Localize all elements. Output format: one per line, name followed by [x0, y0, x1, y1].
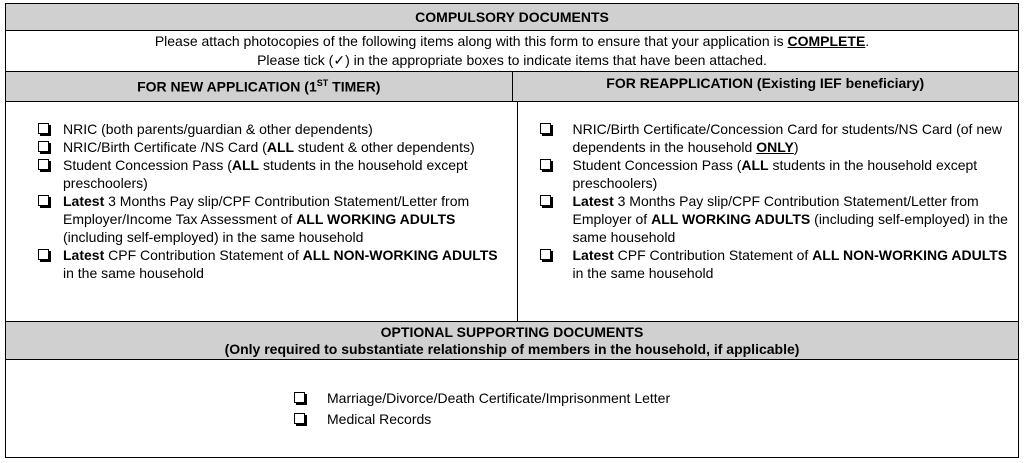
emphasis-text: ALL NON-WORKING ADULTS: [812, 247, 1008, 263]
emphasis-text: Latest: [63, 247, 105, 263]
checklist-item-text: [573, 192, 1009, 246]
emphasis-text: Latest: [63, 193, 105, 209]
emphasis-text: ALL WORKING ADULTS: [296, 211, 456, 227]
item-text: CPF Contribution Statement of: [613, 247, 813, 263]
item-text: (including self-employed) in the same household: [572, 211, 1008, 245]
checklist-item: [540, 120, 1009, 156]
emphasis-text: ALL: [741, 157, 769, 173]
checklist-item: [540, 192, 1009, 246]
checkbox[interactable]: [540, 249, 551, 260]
new-application-header: [6, 72, 513, 101]
item-text: (including self-employed) in the same household: [63, 229, 364, 245]
instruction-text: Please attach photocopies of the following items along with this form to ensure that your application is: [154, 33, 788, 49]
checklist-item: [38, 192, 507, 246]
item-text: NRIC (both parents/guardian & other dependents): [63, 121, 373, 137]
emphasis-text: ONLY: [756, 139, 794, 155]
compulsory-documents-form: [5, 3, 1019, 458]
item-text: Student Concession Pass (: [63, 157, 232, 173]
item-text: 3 Months Pay slip/CPF Contribution Statement/Letter from Employer of: [572, 193, 979, 227]
checklist-item: [38, 138, 507, 156]
checkbox[interactable]: [294, 392, 305, 403]
checklist-item: [38, 246, 507, 282]
checklist-item-text: [63, 246, 507, 282]
column-headers: [6, 72, 1018, 102]
item-text: students in the household except preschoolers): [63, 157, 468, 191]
new-application-header-text: FOR NEW APPLICATION (1: [137, 78, 317, 95]
emphasis-text: ALL: [266, 139, 295, 155]
checklist-item: [540, 156, 1009, 192]
checklist-item-text: [573, 120, 1009, 156]
checkbox[interactable]: [38, 123, 49, 134]
checkbox[interactable]: [540, 195, 551, 206]
checkbox[interactable]: [540, 159, 551, 170]
item-text: Student Concession Pass (: [572, 157, 742, 173]
instruction-line-2: Please tick (✓) in the appropriate boxes to indicate items that have been attached.: [257, 52, 767, 68]
ordinal-suffix: ST: [316, 78, 329, 88]
checklist-item-text: Marriage/Divorce/Death Certificate/Imprisonment Letter: [327, 390, 671, 406]
checklist-item-text: [573, 246, 1009, 282]
item-text: student & other dependents): [294, 139, 475, 155]
item-text: NRIC/Birth Certificate /NS Card (: [63, 139, 267, 155]
item-text: in the same household: [572, 265, 714, 281]
new-application-header-suffix: TIMER): [328, 78, 381, 95]
checklist-item-text: [63, 120, 373, 138]
item-text: ): [793, 139, 799, 155]
checklist-item: [540, 246, 1009, 282]
optional-checklist: [6, 360, 1018, 430]
checkbox[interactable]: [38, 159, 49, 170]
checkbox[interactable]: [294, 413, 305, 424]
instructions: [6, 31, 1018, 72]
checklist-item-text: [573, 156, 1009, 192]
emphasis-text: Latest: [572, 193, 614, 209]
checklist-item: [294, 388, 1018, 409]
checkbox[interactable]: [38, 249, 49, 260]
item-text: 3 Months Pay slip/CPF Contribution Statement/Letter from Employer/Income Tax Assessment of: [63, 193, 470, 227]
checklist-columns: [6, 102, 1018, 322]
emphasis-text: Latest: [572, 247, 614, 263]
optional-documents-header: [6, 322, 1018, 360]
checklist-item-text: [63, 138, 475, 156]
emphasis-text: ALL WORKING ADULTS: [651, 211, 811, 227]
complete-emphasis: COMPLETE: [787, 33, 866, 49]
instruction-line-1: [6, 32, 1018, 51]
checkbox[interactable]: [540, 123, 551, 134]
checklist-item: [294, 409, 1018, 430]
checklist-item: [38, 156, 507, 192]
instruction-period: .: [865, 33, 870, 49]
reapplication-header: FOR REAPPLICATION (Existing IEF beneficiary): [606, 75, 925, 91]
optional-documents-subtitle: (Only required to substantiate relationship of members in the household, if applicable): [224, 341, 800, 357]
item-text: students in the household except preschoolers): [572, 157, 978, 191]
checklist-item-text: Medical Records: [327, 411, 432, 427]
compulsory-documents-title: COMPULSORY DOCUMENTS: [6, 4, 1018, 31]
emphasis-text: ALL: [231, 157, 260, 173]
checklist-item-text: [63, 192, 507, 246]
item-text: in the same household: [63, 265, 204, 281]
checkbox[interactable]: [38, 195, 49, 206]
checkbox[interactable]: [38, 141, 49, 152]
item-text: NRIC/Birth Certificate/Concession Card for students/NS Card (of new dependents in the household: [572, 121, 1002, 155]
emphasis-text: ALL NON-WORKING ADULTS: [302, 247, 498, 263]
new-application-checklist: [6, 102, 518, 321]
checklist-item-text: [63, 156, 507, 192]
checklist-item: [38, 120, 507, 138]
reapplication-checklist: [518, 102, 1019, 321]
optional-documents-title: OPTIONAL SUPPORTING DOCUMENTS: [380, 324, 644, 340]
item-text: CPF Contribution Statement of: [104, 247, 303, 263]
